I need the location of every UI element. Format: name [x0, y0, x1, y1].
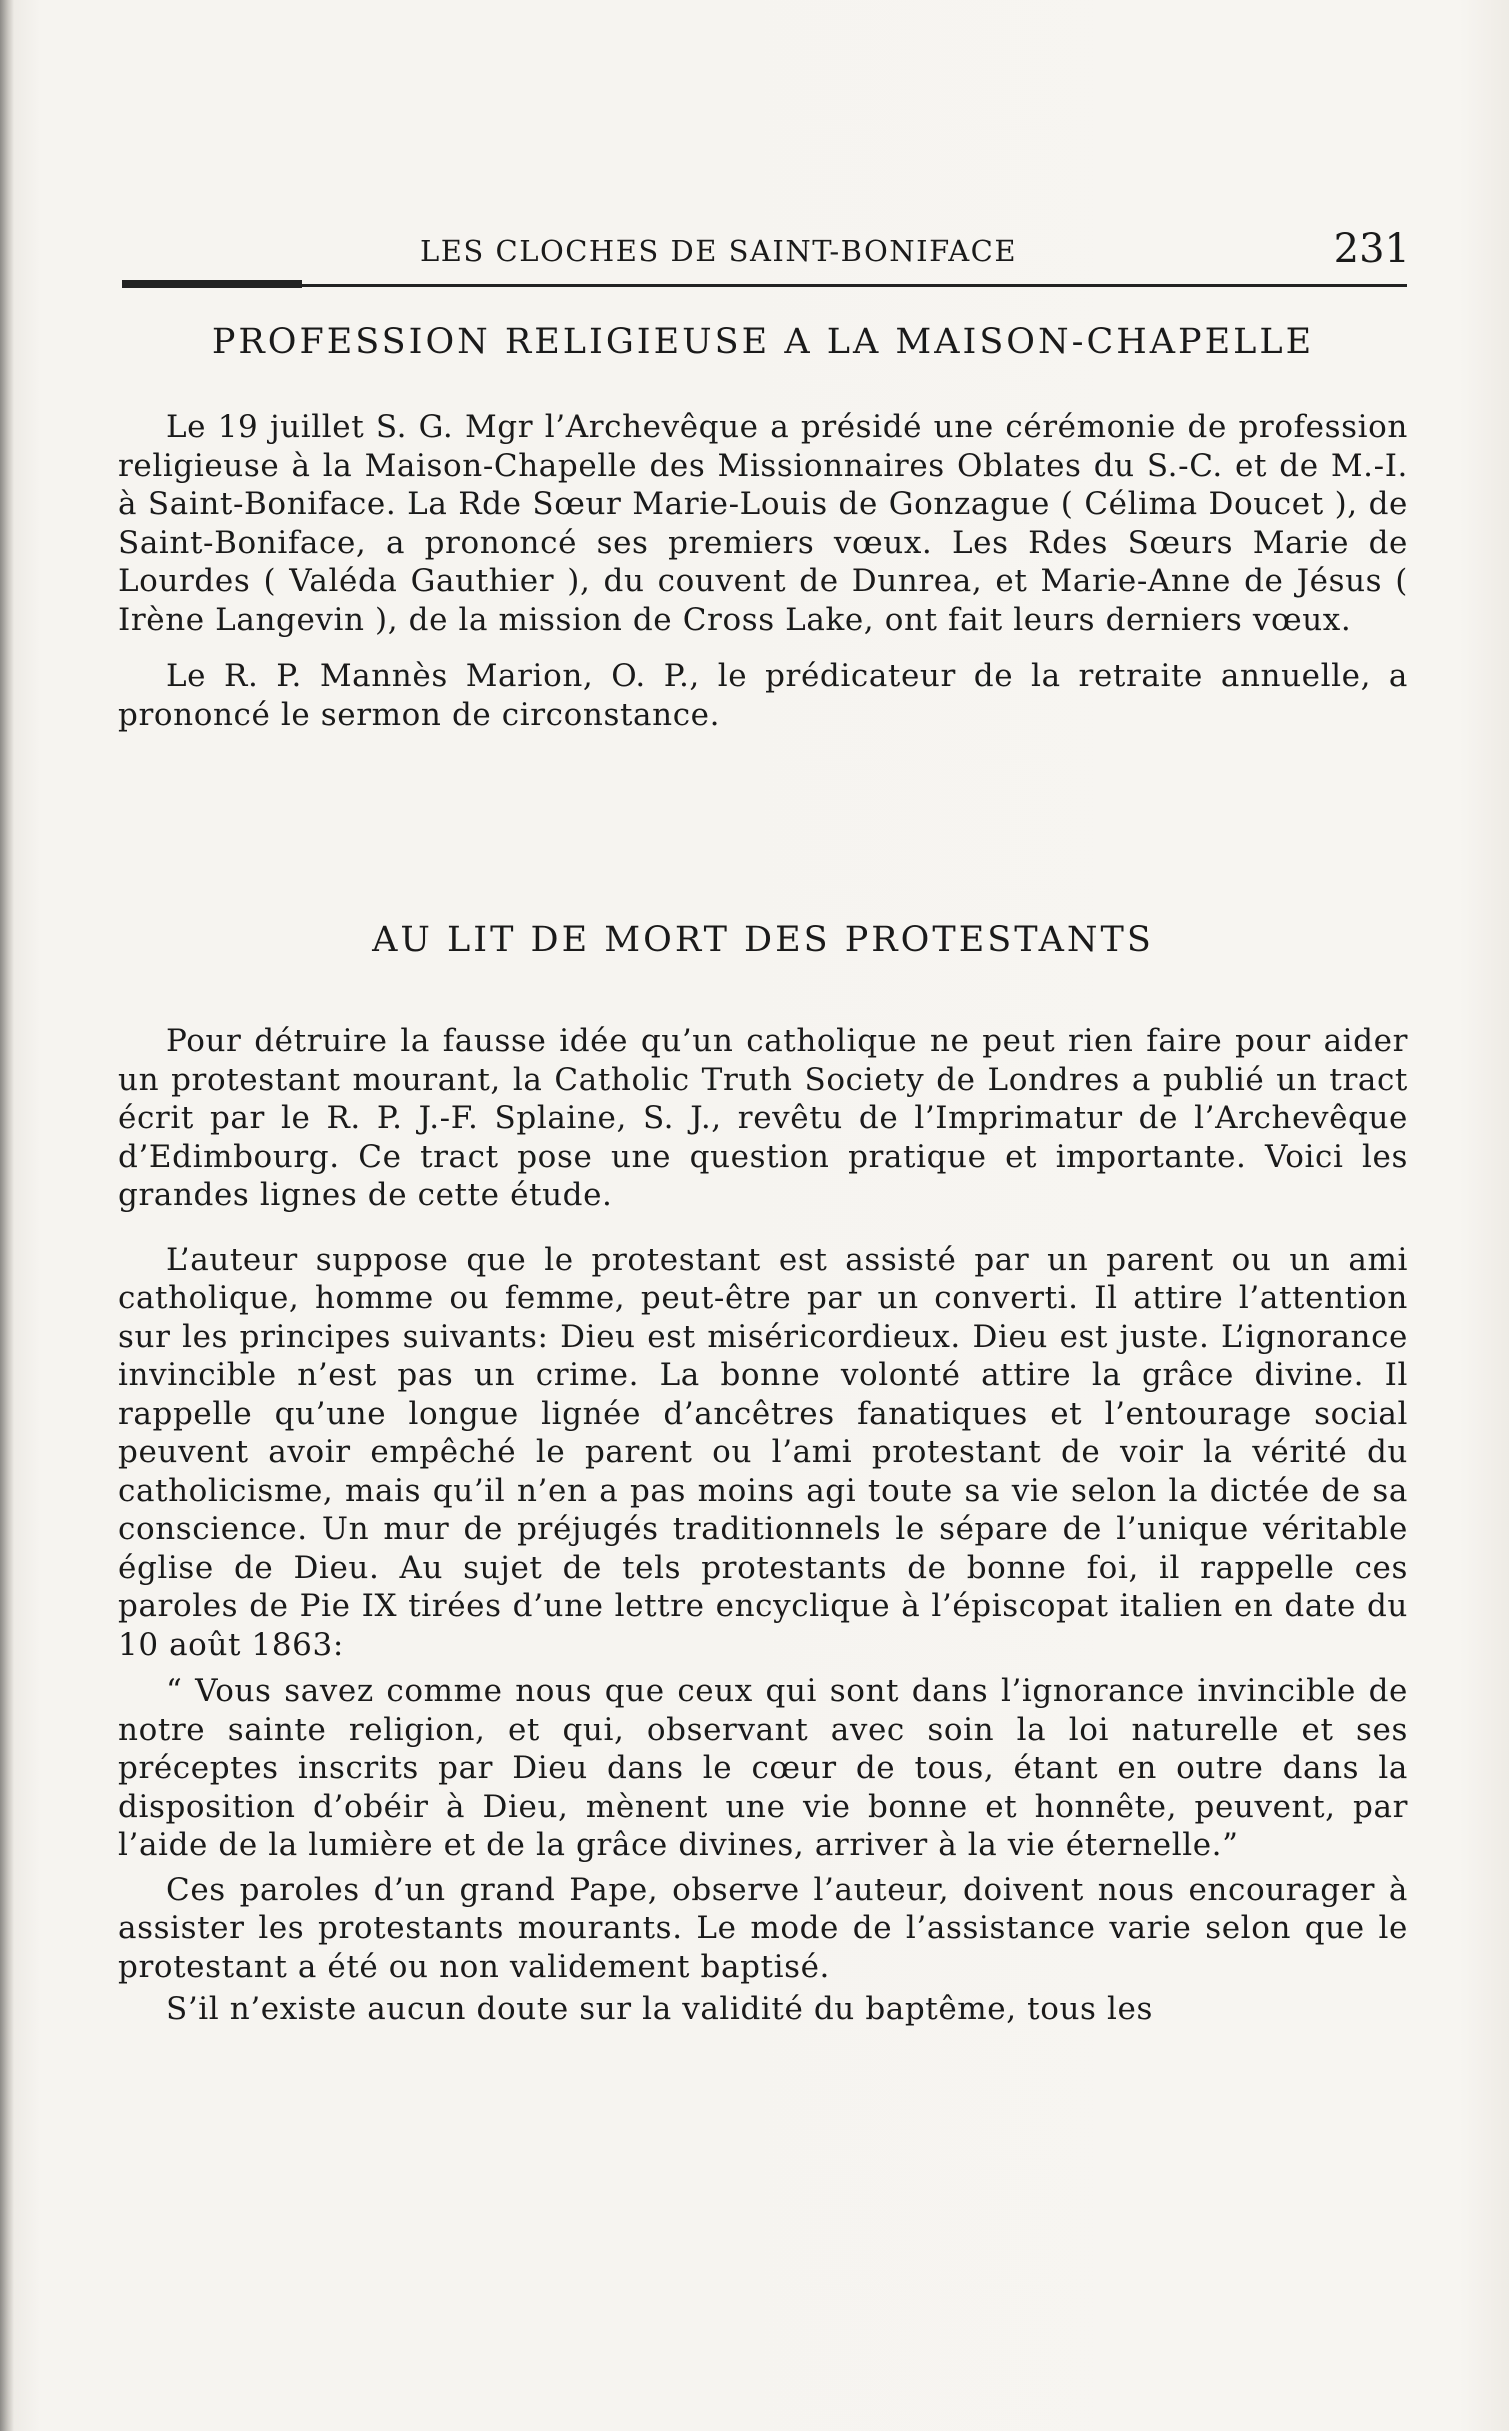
- running-title: LES CLOCHES DE SAINT-BONIFACE: [420, 234, 1018, 268]
- page-number: 231: [1333, 226, 1410, 272]
- section-2-body: [118, 1022, 1408, 2029]
- section-2: [118, 920, 1408, 960]
- quotation-paragraph: “ Vous savez comme nous que ceux qui sont dans l’ignorance invincible de notre sainte religion, et qui, observant avec soin la loi naturelle et ses préceptes inscrits par Dieu dans le cœur de tous, étant en outre dans la disposition d’obéir à Dieu, mènent une vie bonne et honnête, peuvent, par l’aide de la lumière et de la grâce divines, arriver à la vie éternelle.”: [118, 1673, 1408, 1863]
- section-1: [118, 322, 1408, 362]
- paragraph: Pour détruire la fausse idée qu’un catholique ne peut rien faire pour aider un protestant mourant, la Catholic Truth Society de Londres a publié un tract écrit par le R. P. J.-F. Splaine, S. J., revêtu de l’Imprimatur de l’Archevêque d’Edimbourg. Ce tract pose une question pratique et importante. Voici les grandes lignes de cette étude.: [118, 1023, 1408, 1213]
- binding-edge: [0, 0, 14, 2431]
- paragraph: Ces paroles d’un grand Pape, observe l’auteur, doivent nous encourager à assister les protestants mourants. Le mode de l’assistance varie selon que le protestant a été ou non validement baptisé.: [118, 1871, 1408, 1985]
- running-head: [120, 226, 1410, 286]
- paragraph: S’il n’existe aucun doute sur la validité du baptême, tous les: [166, 1991, 1153, 2027]
- paragraph: Le 19 juillet S. G. Mgr l’Archevêque a présidé une cérémonie de profession religieuse à la Maison-Chapelle des Missionnaires Oblates du S.-C. et de M.-I. à Saint-Boniface. La Rde Sœur Marie-Louis de Gonzague ( Célima Doucet ), de Saint-Boniface, a prononcé ses premiers vœux. Les Rdes Sœurs Marie de Lourdes ( Valéda Gauthier ), du couvent de Dunrea, et Marie-Anne de Jésus ( Irène Langevin ), de la mission de Cross Lake, ont fait leurs derniers vœux.: [118, 409, 1408, 638]
- section-heading: AU LIT DE MORT DES PROTESTANTS: [372, 920, 1154, 960]
- paragraph: L’auteur suppose que le protestant est assisté par un parent ou un ami catholique, homme ou femme, peut-être par un converti. Il attire l’attention sur les principes suivants: Dieu est miséricordieux. Dieu est juste. L’ignorance invincible n’est pas un crime. La bonne volonté attire la grâce divine. Il rappelle qu’une longue lignée d’ancêtres fanatiques et l’entourage social peuvent avoir empêché le parent ou l’ami protestant de voir la vérité du catholicisme, mais qu’il n’en a pas moins agi toute sa vie selon la dictée de sa conscience. Un mur de préjugés traditionnels le sépare de l’unique véritable église de Dieu. Au sujet de tels protestants de bonne foi, il rappelle ces paroles de Pie IX tirées d’une lettre encyclique à l’épiscopat italien en date du 10 août 1863:: [118, 1241, 1408, 1663]
- header-rule: [122, 284, 1407, 287]
- section-heading: PROFESSION RELIGIEUSE A LA MAISON-CHAPELLE: [211, 322, 1315, 362]
- section-1-body: [118, 408, 1408, 734]
- paragraph: Le R. P. Mannès Marion, O. P., le prédicateur de la retraite annuelle, a prononcé le sermon de circonstance.: [118, 658, 1408, 733]
